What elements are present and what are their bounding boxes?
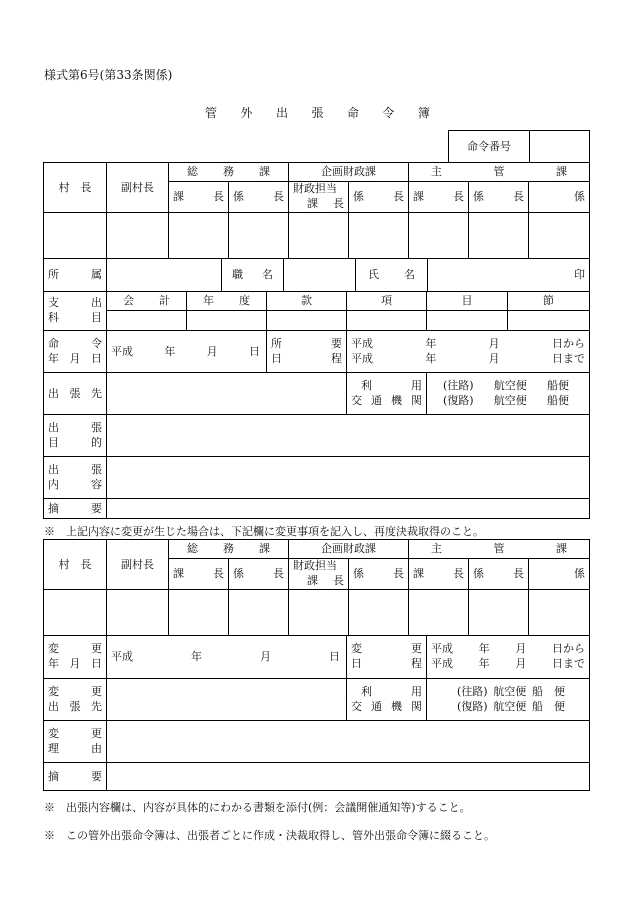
label-char: 簿 xyxy=(417,106,430,120)
budget-field-kaikei[interactable] xyxy=(107,311,187,331)
content-label xyxy=(44,457,107,499)
label-char: 摘 xyxy=(48,501,59,515)
somu-kakaricho xyxy=(229,182,289,213)
label-char: 長 xyxy=(213,190,224,203)
label-char: 職 xyxy=(232,268,243,281)
change-destination-label xyxy=(44,679,107,721)
label-char: 用 xyxy=(411,378,422,392)
label-char: 務 xyxy=(223,542,234,555)
label-char: 計 xyxy=(159,294,170,307)
purpose-label xyxy=(44,415,107,457)
label-char: 課 xyxy=(259,165,270,178)
budget-field-kan[interactable] xyxy=(267,311,347,331)
label-char: 課 xyxy=(173,190,184,203)
seal-box-village-head[interactable] xyxy=(44,213,107,259)
label-char: 日 xyxy=(91,657,102,670)
label-char: 命 xyxy=(346,106,359,120)
change-somu-section xyxy=(169,540,289,559)
somu-section xyxy=(169,163,289,182)
label-char: 更 xyxy=(91,642,102,655)
label-char: 更 xyxy=(91,726,102,740)
change-shukan-kacho xyxy=(409,559,469,590)
label-char: 変 xyxy=(48,726,59,740)
label-char: 更 xyxy=(411,642,422,655)
seal-mark[interactable]: 印 xyxy=(428,259,590,292)
affiliation-label xyxy=(44,259,107,292)
person-table xyxy=(43,258,590,292)
label-char: 関 xyxy=(411,699,422,713)
label-char: 用 xyxy=(411,684,422,698)
order-number-box xyxy=(448,130,590,163)
order-date-label xyxy=(44,331,107,373)
seal-box-somu-kacho[interactable] xyxy=(169,213,229,259)
label-char: 長 xyxy=(273,567,284,580)
label-char: 摘 xyxy=(48,769,59,783)
name-label xyxy=(356,259,428,292)
budget-col-kou: 項 xyxy=(347,292,427,311)
order-number-field[interactable] xyxy=(530,131,590,163)
destination-label xyxy=(44,373,107,415)
change-schedule-label xyxy=(347,636,427,679)
label-char: 関 xyxy=(411,393,422,407)
label-char: 管 xyxy=(493,542,505,555)
approval-table xyxy=(43,162,590,259)
details-table xyxy=(43,291,590,519)
budget-col-kan: 款 xyxy=(267,292,347,311)
change-remarks-field[interactable] xyxy=(107,763,590,791)
label-char: 長 xyxy=(453,567,464,580)
order-date-field[interactable]: 平成 年 月 日 xyxy=(107,331,267,373)
change-seal-box-kikaku-kacho[interactable] xyxy=(289,590,349,636)
change-shukan-kakari: 係 xyxy=(529,559,590,590)
schedule-label xyxy=(267,331,347,373)
label-char: 交 xyxy=(351,699,362,713)
label-char: 容 xyxy=(91,477,102,491)
label-char: 程 xyxy=(411,657,422,670)
transport-field[interactable]: (往路) 航空便 船便 (復路) 航空便 船便 xyxy=(427,373,590,415)
label-char: 科 xyxy=(48,311,59,324)
village-head-label: 村 長 xyxy=(44,163,107,213)
change-transport-field[interactable]: (往路) 航空便 船 便 (復路) 航空便 船 便 xyxy=(427,679,590,721)
seal-box-shukan-kacho[interactable] xyxy=(409,213,469,259)
label-char: 張 xyxy=(311,106,324,120)
remarks-field[interactable] xyxy=(107,499,590,519)
seal-box-shukan-kakaricho[interactable] xyxy=(469,213,529,259)
budget-col-setsu: 節 xyxy=(508,292,590,311)
label-char: 長 xyxy=(333,197,344,210)
label-char: 張 xyxy=(69,699,81,713)
label-char: 交 xyxy=(351,393,362,407)
label-char: 名 xyxy=(262,268,273,281)
budget-label xyxy=(44,292,107,331)
label-char: 係 xyxy=(353,190,364,203)
remarks-label xyxy=(44,499,107,519)
label-char: 張 xyxy=(69,386,81,400)
label-char: 支 xyxy=(48,296,59,309)
label-char: 要 xyxy=(331,336,342,350)
label-char: 目 xyxy=(48,435,59,449)
label-char: 変 xyxy=(48,642,59,655)
label-char: 的 xyxy=(91,435,102,449)
kikaku-tanto-kacho: 財政担当 課 長 xyxy=(289,182,349,213)
deputy-head-label: 副村長 xyxy=(107,163,169,213)
label-char: 係 xyxy=(353,567,364,580)
seal-box-somu-kakaricho[interactable] xyxy=(229,213,289,259)
label-char: 課 xyxy=(556,165,567,178)
label-char: 所 xyxy=(271,336,282,350)
label-char: 課 xyxy=(413,190,424,203)
label-char: 命 xyxy=(48,336,59,350)
label-char: 更 xyxy=(91,684,102,698)
change-seal-box-somu-kacho[interactable] xyxy=(169,590,229,636)
label-char: 長 xyxy=(453,190,464,203)
label-char: 係 xyxy=(233,190,244,203)
change-seal-box-shukan-kacho[interactable] xyxy=(409,590,469,636)
kikaku-kakaricho xyxy=(349,182,409,213)
label-char: 内 xyxy=(48,477,59,491)
change-reason-label xyxy=(44,721,107,763)
change-seal-box-somu-kakaricho[interactable] xyxy=(229,590,289,636)
label-char: 要 xyxy=(91,501,102,515)
kikaku-section: 企画財政課 xyxy=(289,163,409,182)
label-char: 主 xyxy=(431,542,442,555)
change-destination-field[interactable] xyxy=(107,679,347,721)
change-somu-kacho xyxy=(169,559,229,590)
change-shukan-section xyxy=(409,540,590,559)
change-village-head-label: 村 長 xyxy=(44,540,107,590)
change-seal-box-deputy[interactable] xyxy=(107,590,169,636)
shukan-kakari: 係 xyxy=(529,182,590,213)
change-seal-box-shukan-kakari[interactable] xyxy=(529,590,590,636)
label-char: 会 xyxy=(123,294,134,307)
budget-field-moku[interactable] xyxy=(427,311,508,331)
label-char: 課 xyxy=(259,542,270,555)
change-date-label xyxy=(44,636,107,679)
order-number-label: 命令番号 xyxy=(449,131,530,163)
label-char: 年 xyxy=(203,294,214,307)
change-seal-box-kikaku-kakaricho[interactable] xyxy=(349,590,409,636)
label-char: 張 xyxy=(91,420,102,434)
label-char: 変 xyxy=(351,642,362,655)
label-char: 年 xyxy=(48,351,59,365)
label-char: 出 xyxy=(275,106,288,120)
change-deputy-head-label: 副村長 xyxy=(107,540,169,590)
label-char: 長 xyxy=(513,567,524,580)
budget-field-kou[interactable] xyxy=(347,311,427,331)
budget-col-kaikei xyxy=(107,292,187,311)
label-char: 利 xyxy=(361,378,372,392)
label-char: 通 xyxy=(371,393,382,407)
label-char: 日 xyxy=(91,351,102,365)
change-reason-field[interactable] xyxy=(107,721,590,763)
label-char: 管 xyxy=(205,106,218,120)
label-char: 長 xyxy=(393,190,404,203)
budget-field-nendo[interactable] xyxy=(187,311,267,331)
label-char: 主 xyxy=(431,165,442,178)
change-seal-box-village-head[interactable] xyxy=(44,590,107,636)
label-char: 日 xyxy=(351,657,362,670)
seal-box-deputy[interactable] xyxy=(107,213,169,259)
change-seal-box-shukan-kakaricho[interactable] xyxy=(469,590,529,636)
label-char: 理 xyxy=(48,741,59,755)
label-char: 機 xyxy=(391,699,402,713)
change-somu-kakaricho xyxy=(229,559,289,590)
label-char: 目 xyxy=(91,311,102,324)
label-char: 課 xyxy=(307,574,318,587)
label-char: 先 xyxy=(91,386,102,400)
somu-kacho xyxy=(169,182,229,213)
change-details-table xyxy=(43,635,590,791)
label-char: 総 xyxy=(187,165,198,178)
label-char: 出 xyxy=(48,386,59,400)
label-char: 属 xyxy=(91,268,102,281)
label-char: 長 xyxy=(333,574,344,587)
affiliation-field[interactable] xyxy=(107,259,222,292)
shukan-kacho xyxy=(409,182,469,213)
label-char: 変 xyxy=(48,684,59,698)
label-char: 外 xyxy=(240,106,253,120)
footnote-filing: ※ この管外出張命令簿は、出張者ごとに作成・決裁取得し、管外出張命令簿に綴ること。 xyxy=(44,829,495,842)
seal-box-kikaku-kakaricho[interactable] xyxy=(349,213,409,259)
label-char: 通 xyxy=(371,699,382,713)
change-kikaku-section: 企画財政課 xyxy=(289,540,409,559)
label-char: 年 xyxy=(48,657,59,670)
purpose-field[interactable] xyxy=(107,415,590,457)
label-char: 長 xyxy=(513,190,524,203)
change-kikaku-tanto-kacho: 財政担当 課 長 xyxy=(289,559,349,590)
shukan-section xyxy=(409,163,590,182)
label-char: 程 xyxy=(331,351,342,365)
label-char: 月 xyxy=(69,657,81,670)
label-char: 課 xyxy=(556,542,567,555)
label-char: 令 xyxy=(382,106,395,120)
label-char: 課 xyxy=(173,567,184,580)
label-char: 出 xyxy=(91,296,102,309)
label-char: 日 xyxy=(271,351,282,365)
label-char: 係 xyxy=(473,190,484,203)
change-schedule-field[interactable]: 平成 年 月 日から 平成 年 月 日まで xyxy=(427,636,590,679)
budget-col-moku: 目 xyxy=(427,292,508,311)
label-char: 長 xyxy=(213,567,224,580)
label-char: 氏 xyxy=(368,268,379,281)
label-char: 出 xyxy=(48,699,59,713)
label-char: 係 xyxy=(233,567,244,580)
change-approval-table xyxy=(43,539,590,636)
label-char: 名 xyxy=(404,268,415,281)
label-char: 課 xyxy=(413,567,424,580)
footnote-attachment: ※ 出張内容欄は、内容が具体的にわかる書類を添付(例：会議開催通知等)すること。 xyxy=(44,801,471,814)
budget-field-setsu[interactable] xyxy=(508,311,590,331)
change-shukan-kakaricho xyxy=(469,559,529,590)
label-char: 度 xyxy=(239,294,250,307)
seal-box-shukan-kakari[interactable] xyxy=(529,213,590,259)
page-title xyxy=(205,104,430,121)
label-char: 総 xyxy=(187,542,198,555)
transport-label xyxy=(347,373,427,415)
label-char: 張 xyxy=(91,462,102,476)
change-date-field[interactable]: 平成 年 月 日 xyxy=(107,636,347,679)
label-char: 務 xyxy=(223,165,234,178)
change-note: ※ 上記内容に変更が生じた場合は、下記欄に変更事項を記入し、再度決裁取得のこと。 xyxy=(44,525,484,538)
change-remarks-label xyxy=(44,763,107,791)
label-char: 月 xyxy=(69,351,81,365)
label-char: 令 xyxy=(91,336,102,350)
seal-box-kikaku-kacho[interactable] xyxy=(289,213,349,259)
label-char: 所 xyxy=(48,268,59,281)
label-char: 出 xyxy=(48,462,59,476)
label-char: 利 xyxy=(361,684,372,698)
label-char: 機 xyxy=(391,393,402,407)
label-char: 係 xyxy=(473,567,484,580)
label-char: 出 xyxy=(48,420,59,434)
budget-col-nendo xyxy=(187,292,267,311)
label-char: 由 xyxy=(91,741,102,755)
position-label xyxy=(222,259,284,292)
label-char: 長 xyxy=(273,190,284,203)
label-char: 長 xyxy=(393,567,404,580)
label-char: 課 xyxy=(307,197,318,210)
position-field[interactable] xyxy=(284,259,356,292)
label-char: 管 xyxy=(493,165,505,178)
destination-field[interactable] xyxy=(107,373,347,415)
label-char: 先 xyxy=(91,699,102,713)
content-field[interactable] xyxy=(107,457,590,499)
shukan-kakaricho xyxy=(469,182,529,213)
change-transport-label xyxy=(347,679,427,721)
change-kikaku-kakaricho xyxy=(349,559,409,590)
form-number: 様式第6号(第33条関係) xyxy=(44,68,173,82)
schedule-field[interactable]: 平成 年 月 日から 平成 年 月 日まで xyxy=(347,331,590,373)
label-char: 要 xyxy=(91,769,102,783)
